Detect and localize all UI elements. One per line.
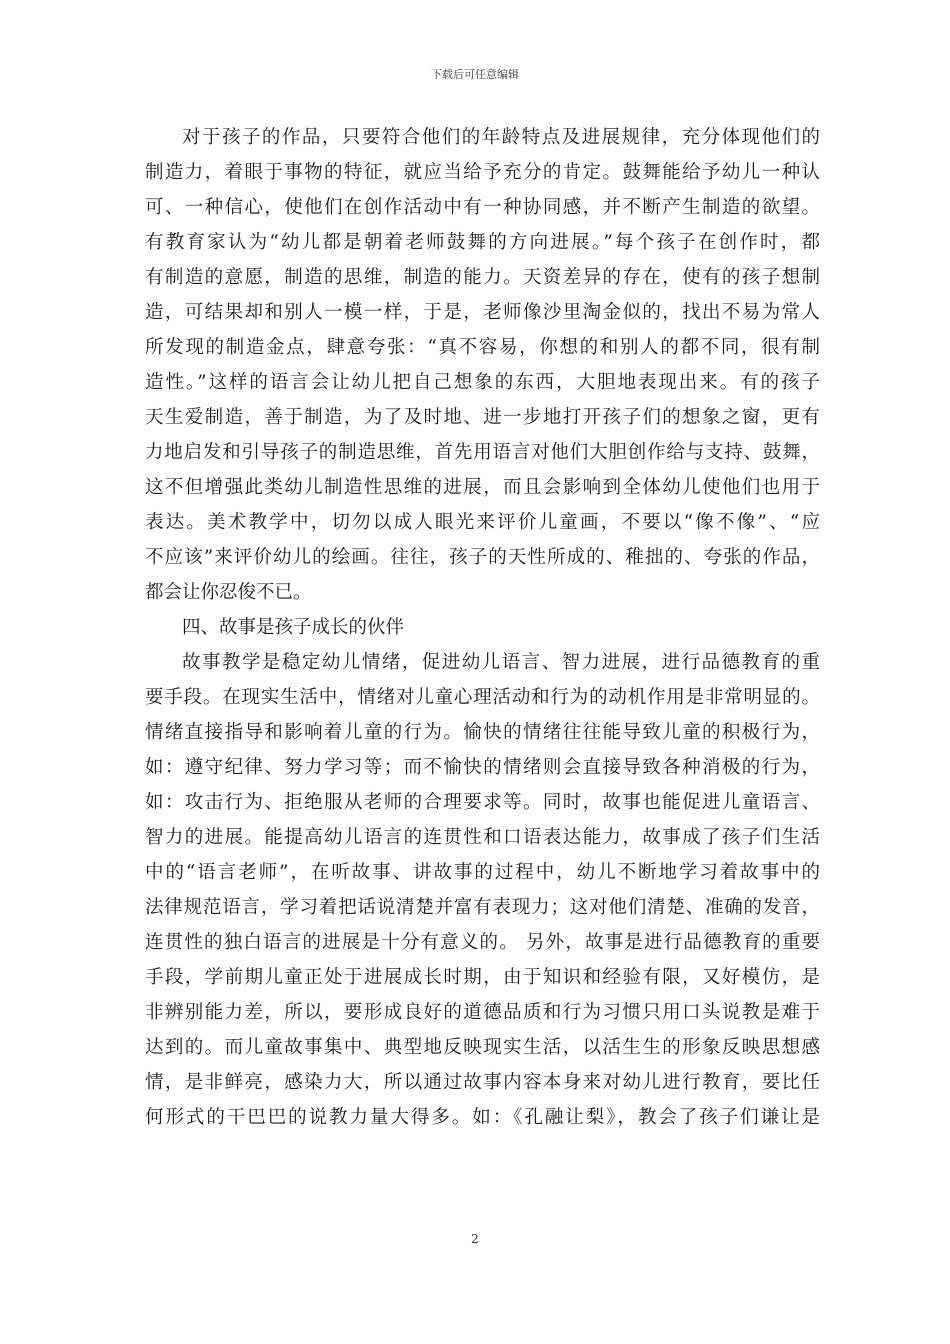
text-line: 有教育家认为“幼儿都是朝着老师鼓舞的方向进展。”每个孩子在创作时，都 [145, 232, 820, 253]
text-line: 不应该”来评价幼儿的绘画。往往，孩子的天性所成的、稚拙的、夸张的作品， [145, 547, 820, 568]
text-line: 有制造的意愿，制造的思维，制造的能力。天资差异的存在，使有的孩子想制 [145, 267, 820, 288]
text-line: 对于孩子的作品，只要符合他们的年龄特点及进展规律，充分体现他们的 [182, 127, 820, 148]
text-line: 法律规范语言，学习着把话说清楚并富有表现力；这对他们清楚、准确的发音， [145, 897, 820, 918]
text-line: 造，可结果却和别人一模一样，于是，老师像沙里淘金似的，找出不易为常人 [145, 302, 820, 323]
section-heading: 四、故事是孩子成长的伙伴 [182, 617, 405, 638]
document-body [145, 120, 820, 1135]
text-line: 制造力，着眼于事物的特征，就应当给予充分的肯定。鼓舞能给予幼儿一种认 [145, 162, 820, 183]
text-line: 中的“语言老师”，在听故事、讲故事的过程中，幼儿不断地学习着故事中的 [145, 862, 820, 883]
text-line: 手段，学前期儿童正处于进展成长时期，由于知识和经验有限，又好模仿，是 [145, 967, 820, 988]
text-line: 如：遵守纪律、努力学习等；而不愉快的情绪则会直接导致各种消极的行为， [145, 757, 820, 778]
page-header: 下载后可任意编辑 [431, 68, 519, 81]
text-line: 天生爱制造，善于制造，为了及时地、进一步地打开孩子们的想象之窗，更有 [145, 407, 820, 428]
text-line: 要手段。在现实生活中，情绪对儿童心理活动和行为的动机作用是非常明显的。 [145, 687, 820, 708]
text-line: 可、一种信心，使他们在创作活动中有一种协同感，并不断产生制造的欲望。 [145, 197, 820, 218]
text-line: 连贯性的独白语言的进展是十分有意义的。 另外，故事是进行品德教育的重要 [145, 932, 820, 953]
page-number: 2 [471, 1232, 479, 1246]
text-line: 达到的。而儿童故事集中、典型地反映现实生活，以活生生的形象反映思想感 [145, 1037, 820, 1058]
text-line: 力地启发和引导孩子的制造思维，首先用语言对他们大胆创作给与支持、鼓舞， [145, 442, 820, 463]
text-line: 表达。美术教学中，切勿以成人眼光来评价儿童画，不要以“像不像”、“应 [145, 512, 820, 533]
text-line: 如：攻击行为、拒绝服从老师的合理要求等。同时，故事也能促进儿童语言、 [145, 792, 820, 813]
text-line: 何形式的干巴巴的说教力量大得多。如：《孔融让梨》，教会了孩子们谦让是 [145, 1107, 820, 1128]
text-line: 情，是非鲜亮，感染力大，所以通过故事内容本身来对幼儿进行教育，要比任 [145, 1072, 820, 1093]
text-line: 情绪直接指导和影响着儿童的行为。愉快的情绪往往能导致儿童的积极行为， [145, 722, 820, 743]
text-line: 非辨别能力差，所以，要形成良好的道德品质和行为习惯只用口头说教是难于 [145, 1002, 820, 1023]
text-line: 都会让你忍俊不已。 [145, 582, 312, 603]
text-line: 智力的进展。能提高幼儿语言的连贯性和口语表达能力，故事成了孩子们生活 [145, 827, 820, 848]
paragraph-1 [145, 120, 820, 610]
text-line: 造性。”这样的语言会让幼儿把自己想象的东西，大胆地表现出来。有的孩子 [145, 372, 820, 393]
text-line: 这不但增强此类幼儿制造性思维的进展，而且会影响到全体幼儿使他们也用于 [145, 477, 820, 498]
text-line: 所发现的制造金点，肆意夸张：“真不容易，你想的和别人的都不同，很有制 [145, 337, 820, 358]
paragraph-2 [145, 645, 820, 1135]
text-line: 故事教学是稳定幼儿情绪，促进幼儿语言、智力进展，进行品德教育的重 [182, 652, 820, 673]
